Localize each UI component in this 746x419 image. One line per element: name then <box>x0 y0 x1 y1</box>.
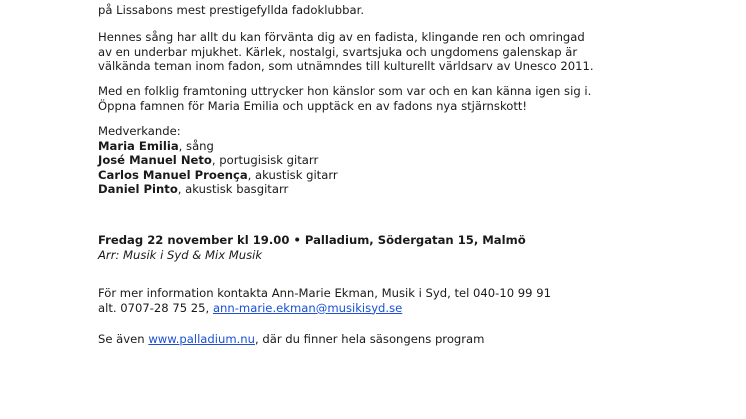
contact-email-link[interactable]: ann-marie.ekman@musikisyd.se <box>212 300 403 315</box>
contact-line: För mer information kontakta Ann-Marie Ekman, Musik i Syd, tel 040-10 99 91 <box>98 286 551 300</box>
intro-paragraph <box>98 3 364 18</box>
event-date-venue: Fredag 22 november kl 19.00 • Palladium, Södergatan 15, Malmö <box>98 233 526 247</box>
stage-line: Öppna famnen för Maria Emilia och upptäck en av fadons nya stjärnskott! <box>98 98 528 113</box>
cast-list <box>98 124 338 197</box>
cast-member-role: , akustisk basgitarr <box>177 182 289 197</box>
cast-member <box>98 139 338 154</box>
contact-phone-alt: alt. 0707-28 75 25, <box>98 300 213 315</box>
event-details <box>98 233 526 262</box>
see-also-suffix: , där du finner hela säsongens program <box>255 332 485 346</box>
cast-member <box>98 153 338 168</box>
cast-member-name: Maria Emilia <box>98 138 179 153</box>
event-arranger: Arr: Musik i Syd & Mix Musik <box>98 247 263 262</box>
contact-line <box>98 301 551 316</box>
voice-line: av en underbar mjukhet. Kärlek, nostalgi, svartsjuka och ungdomens galenskap är <box>98 44 578 59</box>
voice-paragraph <box>98 30 594 74</box>
see-also-prefix: Se även <box>98 332 149 346</box>
cast-member-role: , akustisk gitarr <box>247 167 338 182</box>
contact-info <box>98 286 551 315</box>
cast-member-name: Carlos Manuel Proença <box>98 167 248 182</box>
cast-member-role: , portugisisk gitarr <box>211 153 319 168</box>
cast-member-name: José Manuel Neto <box>98 153 212 168</box>
website-link[interactable]: www.palladium.nu <box>148 332 255 346</box>
cast-member-name: Daniel Pinto <box>98 182 178 197</box>
see-also <box>98 332 484 347</box>
cast-member-role: , sång <box>178 138 214 153</box>
stage-line: Med en folklig framtoning uttrycker hon känslor som var och en kan känna igen sig i. <box>98 84 592 98</box>
cast-member <box>98 168 338 183</box>
cast-member <box>98 182 338 197</box>
voice-line: välkända teman inom fadon, som utnämndes till kulturellt världsarv av Unesco 2011. <box>98 59 594 74</box>
see-also-line <box>98 332 484 347</box>
intro-line: på Lissabons mest prestigefyllda fadoklubbar. <box>98 3 365 17</box>
cast-heading: Medverkande: <box>98 124 181 138</box>
voice-line: Hennes sång har allt du kan förvänta dig av en fadista, klingande ren och omringad <box>98 30 585 44</box>
stage-paragraph <box>98 84 591 113</box>
